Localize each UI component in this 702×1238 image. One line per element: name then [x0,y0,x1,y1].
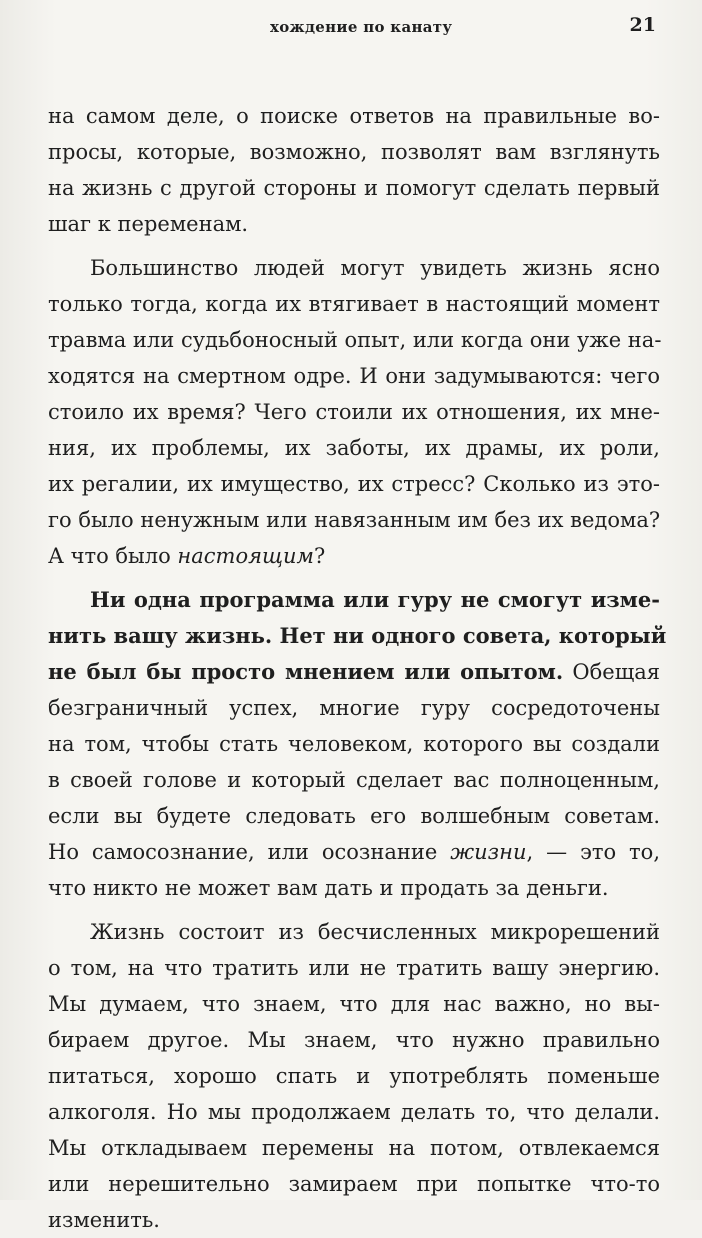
text-run: стоило их время? Чего стоили их отношения, их мне- [48,400,660,424]
text-run: или нерешительно замираем при попытке что-то [48,1172,660,1196]
text-run: питаться, хорошо спать и употреблять поменьше [48,1064,660,1088]
text-run: на жизнь с другой стороны и помогут сделать первый [48,176,660,200]
text-run: изменить. [48,1208,160,1232]
paragraph [48,250,660,574]
running-title: хождение по канату [270,18,453,36]
text-line [48,1202,660,1238]
text-run: нить вашу жизнь. Нет ни одного совета, который [48,623,667,648]
text-run: Мы думаем, что знаем, что для нас важно, но вы- [48,992,660,1016]
text-run: не был бы просто мнением или опытом. [48,659,564,684]
text-line [48,1166,660,1202]
text-line [48,466,660,502]
text-run: Обещая [563,660,660,684]
text-line [48,834,660,870]
text-line [48,582,660,618]
body-text [48,98,667,1238]
text-line [48,726,660,762]
text-line [48,358,660,394]
text-line [48,502,660,538]
text-run: их регалии, их имущество, их стресс? Сколько из это- [48,472,660,496]
text-run: безграничный успех, многие гуру сосредоточены [48,696,660,720]
text-line [48,538,660,574]
text-run: ходятся на смертном одре. И они задумываются: чего [48,364,660,388]
text-run: Мы откладываем перемены на потом, отвлекаемся [48,1136,660,1160]
text-run: жизни [450,840,527,864]
text-run: Жизнь состоит из бесчисленных микрорешений [90,920,660,944]
text-line [48,1022,660,1058]
text-line [48,98,660,134]
page-header [0,14,702,44]
text-run: шаг к переменам. [48,212,249,236]
text-run: ? [313,544,326,568]
text-run: травма или судьбоносный опыт, или когда они уже на- [48,328,662,352]
text-line [48,914,660,950]
text-line [48,1058,660,1094]
text-run: А что было [48,544,178,568]
text-run: ния, их проблемы, их заботы, их драмы, их роли, [48,436,660,460]
text-line [48,206,660,242]
text-run: го было ненужным или навязанным им без их ведома? [48,508,661,532]
text-line [48,1130,660,1166]
text-line [48,170,660,206]
text-line [48,870,660,906]
text-line [48,1094,660,1130]
text-line [48,394,660,430]
text-run: Большинство людей могут увидеть жизнь ясно [90,256,660,280]
paragraph [48,582,667,906]
text-run: алкоголя. Но мы продолжаем делать то, что делали. [48,1100,660,1124]
text-run: на самом деле, о поиске ответов на правильные во- [48,104,660,128]
text-run: только тогда, когда их втягивает в настоящий момент [48,292,660,316]
text-line [48,134,660,170]
text-run: Ни одна программа или гуру не смогут изме- [90,587,660,612]
text-line [48,430,660,466]
text-line [48,286,660,322]
page-number: 21 [629,14,656,36]
text-run: в своей голове и который сделает вас полноценным, [48,768,660,792]
text-run: , — это то, [526,840,660,864]
text-line [48,986,660,1022]
text-run: бираем другое. Мы знаем, что нужно правильно [48,1028,660,1052]
text-line [48,250,660,286]
paragraph [48,98,660,242]
text-run: настоящим [177,544,314,568]
text-line [48,950,660,986]
text-run: что никто не может вам дать и продать за деньги. [48,876,609,900]
text-line [48,618,667,654]
text-line [48,690,660,726]
text-line [48,762,660,798]
text-run: просы, которые, возможно, позволят вам взглянуть [48,140,660,164]
text-line [48,654,660,690]
text-run: о том, на что тратить или не тратить вашу энергию. [48,956,660,980]
text-run: если вы будете следовать его волшебным советам. [48,804,660,828]
text-line [48,798,660,834]
text-run: Но самосознание, или осознание [48,840,451,864]
text-line [48,322,660,358]
paragraph [48,914,660,1238]
text-run: на том, чтобы стать человеком, которого вы создали [48,732,660,756]
